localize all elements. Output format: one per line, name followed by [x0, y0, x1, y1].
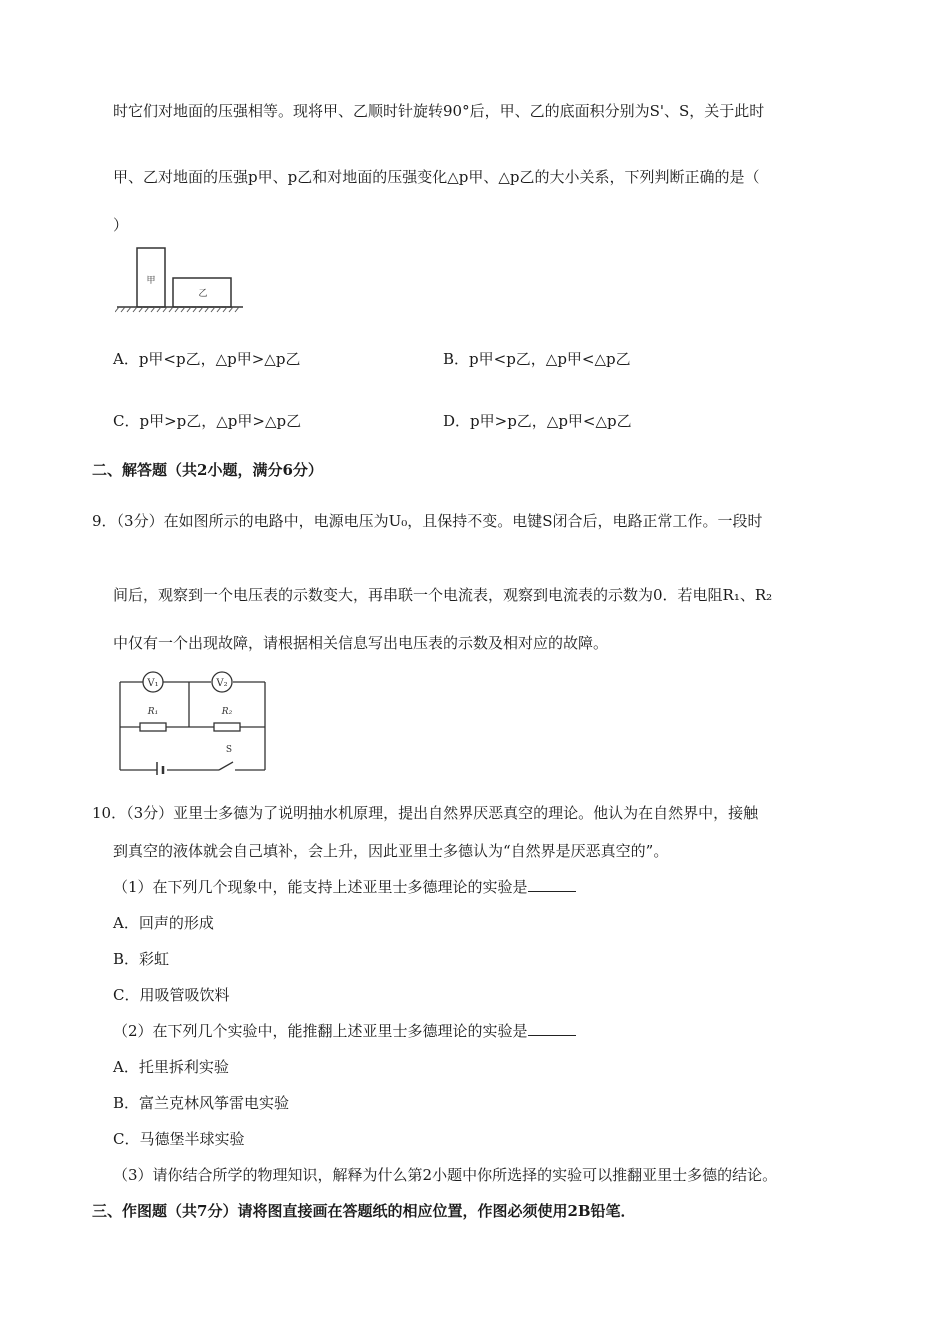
- q8-option-d: D．p甲>p乙，△p甲<△p乙: [443, 412, 632, 430]
- q10-text-line1: 10．（3分）亚里士多德为了说明抽水机原理，提出自然界厌恶真空的理论。他认为在自然界中，接触: [92, 804, 759, 822]
- answer-blank-2[interactable]: [528, 1021, 576, 1036]
- q10-sub1-question: [113, 876, 576, 898]
- q9-text-line1: 9．（3分）在如图所示的电路中，电源电压为U₀，且保持不变。电键S闭合后，电路正常工作。一段时: [92, 512, 763, 530]
- section2-heading: 二、解答题（共2小题，满分6分）: [92, 461, 323, 479]
- q10-sub1-text: （1）在下列几个现象中，能支持上述亚里士多德理论的实验是: [113, 878, 528, 896]
- answer-blank-1[interactable]: [528, 877, 576, 892]
- r2-label: R₂: [221, 707, 233, 717]
- q8-option-a: A．p甲<p乙，△p甲>△p乙: [113, 350, 301, 368]
- switch-label: S: [225, 745, 233, 755]
- q8-text-line3: ）: [113, 216, 129, 234]
- q10-sub1-option-c: C．用吸管吸饮料: [113, 986, 230, 1004]
- q10-text-line2: 到真空的液体就会自己填补，会上升，因此亚里士多德认为“自然界是厌恶真空的”。: [113, 842, 669, 860]
- q9-circuit-diagram: [115, 670, 270, 775]
- q9-text-line3: 中仅有一个出现故障，请根据相关信息写出电压表的示数及相对应的故障。: [113, 634, 609, 652]
- q10-sub2-text: （2）在下列几个实验中，能推翻上述亚里士多德理论的实验是: [113, 1022, 528, 1040]
- v2-label: V₂: [216, 678, 228, 689]
- block-yi-label: 乙: [198, 289, 208, 299]
- q10-sub2-option-b: B．富兰克林风筝雷电实验: [113, 1094, 290, 1112]
- block-jia-label: 甲: [146, 276, 156, 286]
- r1-label: R₁: [147, 707, 159, 717]
- q8-text-line2: 甲、乙对地面的压强p甲、p乙和对地面的压强变化△p甲、△p乙的大小关系，下列判断正确的是（: [113, 168, 760, 186]
- q8-option-c: C．p甲>p乙，△p甲>△p乙: [113, 412, 302, 430]
- q8-figure-blocks: [115, 243, 245, 313]
- q10-sub1-option-b: B．彩虹: [113, 950, 170, 968]
- section3-heading: 三、作图题（共7分）请将图直接画在答题纸的相应位置，作图必须使用2B铅笔．: [92, 1202, 636, 1220]
- q8-text-line1: 时它们对地面的压强相等。现将甲、乙顺时针旋转90°后，甲、乙的底面积分别为S'、S，关于此时: [113, 102, 765, 120]
- v1-label: V₁: [147, 678, 159, 689]
- q9-text-line2: 间后，观察到一个电压表的示数变大，再串联一个电流表，观察到电流表的示数为0．若电阻R₁、R₂: [113, 586, 773, 604]
- q10-sub1-option-a: A．回声的形成: [113, 914, 214, 932]
- q10-sub2-option-a: A．托里拆利实验: [113, 1058, 229, 1076]
- q10-sub3-question: （3）请你结合所学的物理知识，解释为什么第2小题中你所选择的实验可以推翻亚里士多德的结论。: [113, 1166, 778, 1184]
- q8-option-b: B．p甲<p乙，△p甲<△p乙: [443, 350, 631, 368]
- q10-sub2-question: [113, 1020, 576, 1042]
- q10-sub2-option-c: C．马德堡半球实验: [113, 1130, 245, 1148]
